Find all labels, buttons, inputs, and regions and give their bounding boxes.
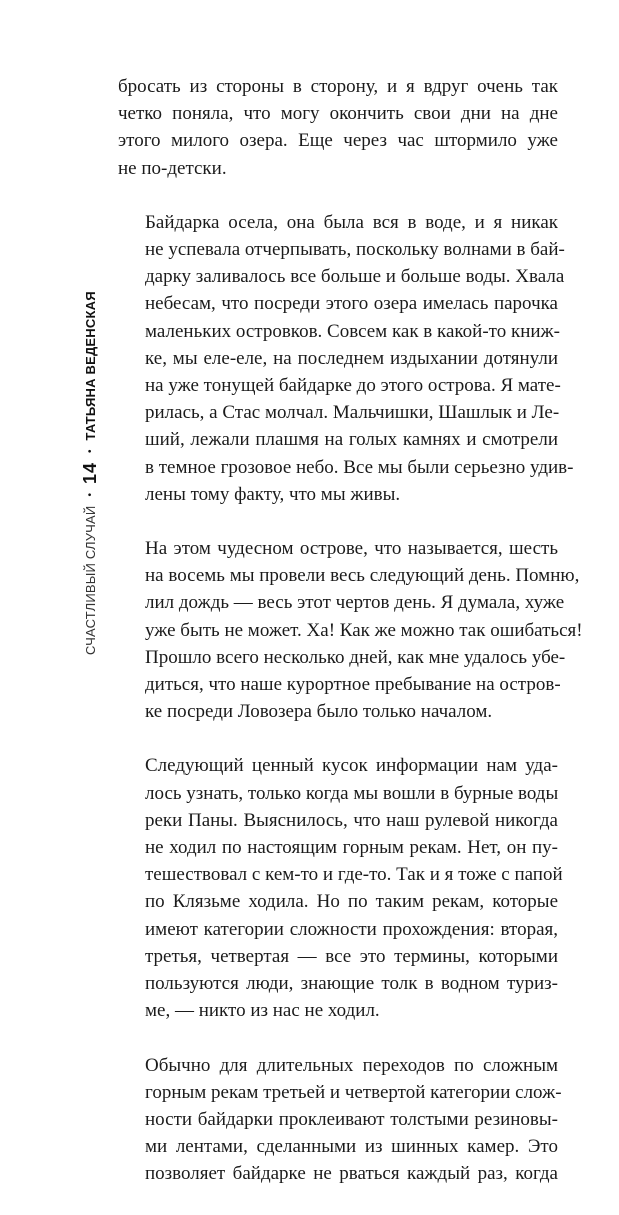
text-line: третья, четвертая — все это термины, которыми — [145, 945, 558, 967]
paragraph — [118, 209, 574, 508]
paragraph — [118, 1052, 562, 1188]
text-line: по Клязьме ходила. Но по таким рекам, которые — [145, 891, 558, 913]
text-line: тешествовал с кем-то и где-то. Так и я тоже с папой — [145, 864, 563, 886]
text-line: не успевала отчерпывать, поскольку волнами в бай- — [145, 239, 565, 261]
text-line: на восемь мы провели весь следующий день. Помню, — [145, 565, 580, 587]
text-line: ности байдарки проклеивают толстыми резиновы- — [145, 1108, 558, 1130]
text-line: лены тому факту, что мы живы. — [145, 483, 401, 505]
text-line: маленьких островков. Совсем как в какой-то книж- — [145, 320, 560, 342]
running-head — [78, 291, 102, 655]
text-line: дарку заливалось все больше и больше воды. Хвала — [145, 266, 565, 288]
text-line: не по-детски. — [118, 157, 227, 179]
paragraph — [118, 73, 558, 182]
text-line: четко поняла, что могу окончить свои дни на дне — [118, 103, 558, 125]
text-line: небесам, что посреди этого озера имелась парочка — [145, 293, 558, 315]
text-line: не ходил по настоящим горным рекам. Нет, он пу- — [145, 837, 558, 859]
text-line: горным рекам третьей и четвертой категории слож- — [145, 1081, 562, 1103]
paragraph — [118, 752, 563, 1024]
body-text — [118, 73, 583, 1215]
page-number: 14 — [79, 461, 100, 485]
text-line: На этом чудесном острове, что называется, шесть — [145, 538, 558, 560]
text-line: Прошло всего несколько дней, как мне удалось убе- — [145, 646, 566, 668]
text-line: реки Паны. Выяснилось, что наш рулевой никогда — [145, 809, 558, 831]
text-line: Байдарка осела, она была вся в воде, и я никак — [145, 211, 558, 233]
text-line: этого милого озера. Еще через час штормило уже — [118, 130, 558, 152]
book-title: СЧАСТЛИВЫЙ СЛУЧАЙ — [82, 505, 98, 655]
text-line: бросать из стороны в сторону, и я вдруг очень так — [118, 76, 558, 97]
text-line: в темное грозовое небо. Все мы были серьезно удив- — [145, 456, 574, 478]
text-line: рилась, а Стас молчал. Мальчишки, Шашлык и Ле- — [145, 402, 560, 424]
text-line: ший, лежали плашмя на голых камнях и смотрели — [145, 429, 558, 451]
text-line: ке, мы еле-еле, на последнем издыхании дотянули — [145, 347, 558, 369]
text-line: на уже тонущей байдарке до этого острова. Я мате- — [145, 375, 561, 397]
text-line: имеют категории сложности прохождения: вторая, — [145, 918, 558, 940]
text-line: позволяет байдарке не рваться каждый раз, когда — [145, 1163, 558, 1185]
text-line: пользуются люди, знающие толк в водном туриз- — [145, 973, 558, 995]
text-line: Обычно для длительных переходов по сложным — [145, 1054, 558, 1076]
text-line: уже быть не может. Ха! Как же можно так ошибаться! — [145, 619, 583, 641]
text-line: ке посреди Ловозера было только началом. — [145, 701, 493, 723]
author-name: ТАТЬЯНА ВЕДЕНСКАЯ — [82, 291, 98, 441]
paragraph — [118, 535, 583, 725]
separator-dot: • — [84, 493, 96, 497]
text-line: ме, — никто из нас не ходил. — [145, 1000, 380, 1022]
text-line: лось узнать, только когда мы вошли в бурные воды — [145, 782, 559, 804]
separator-dot: • — [84, 449, 96, 453]
text-line: лил дождь — весь этот чертов день. Я думала, хуже — [145, 592, 565, 614]
text-line: ми лентами, сделанными из шинных камер. Это — [145, 1136, 558, 1158]
text-line: Следующий ценный кусок информации нам уда- — [145, 755, 558, 777]
text-line: диться, что наше курортное пребывание на остров- — [145, 674, 561, 696]
